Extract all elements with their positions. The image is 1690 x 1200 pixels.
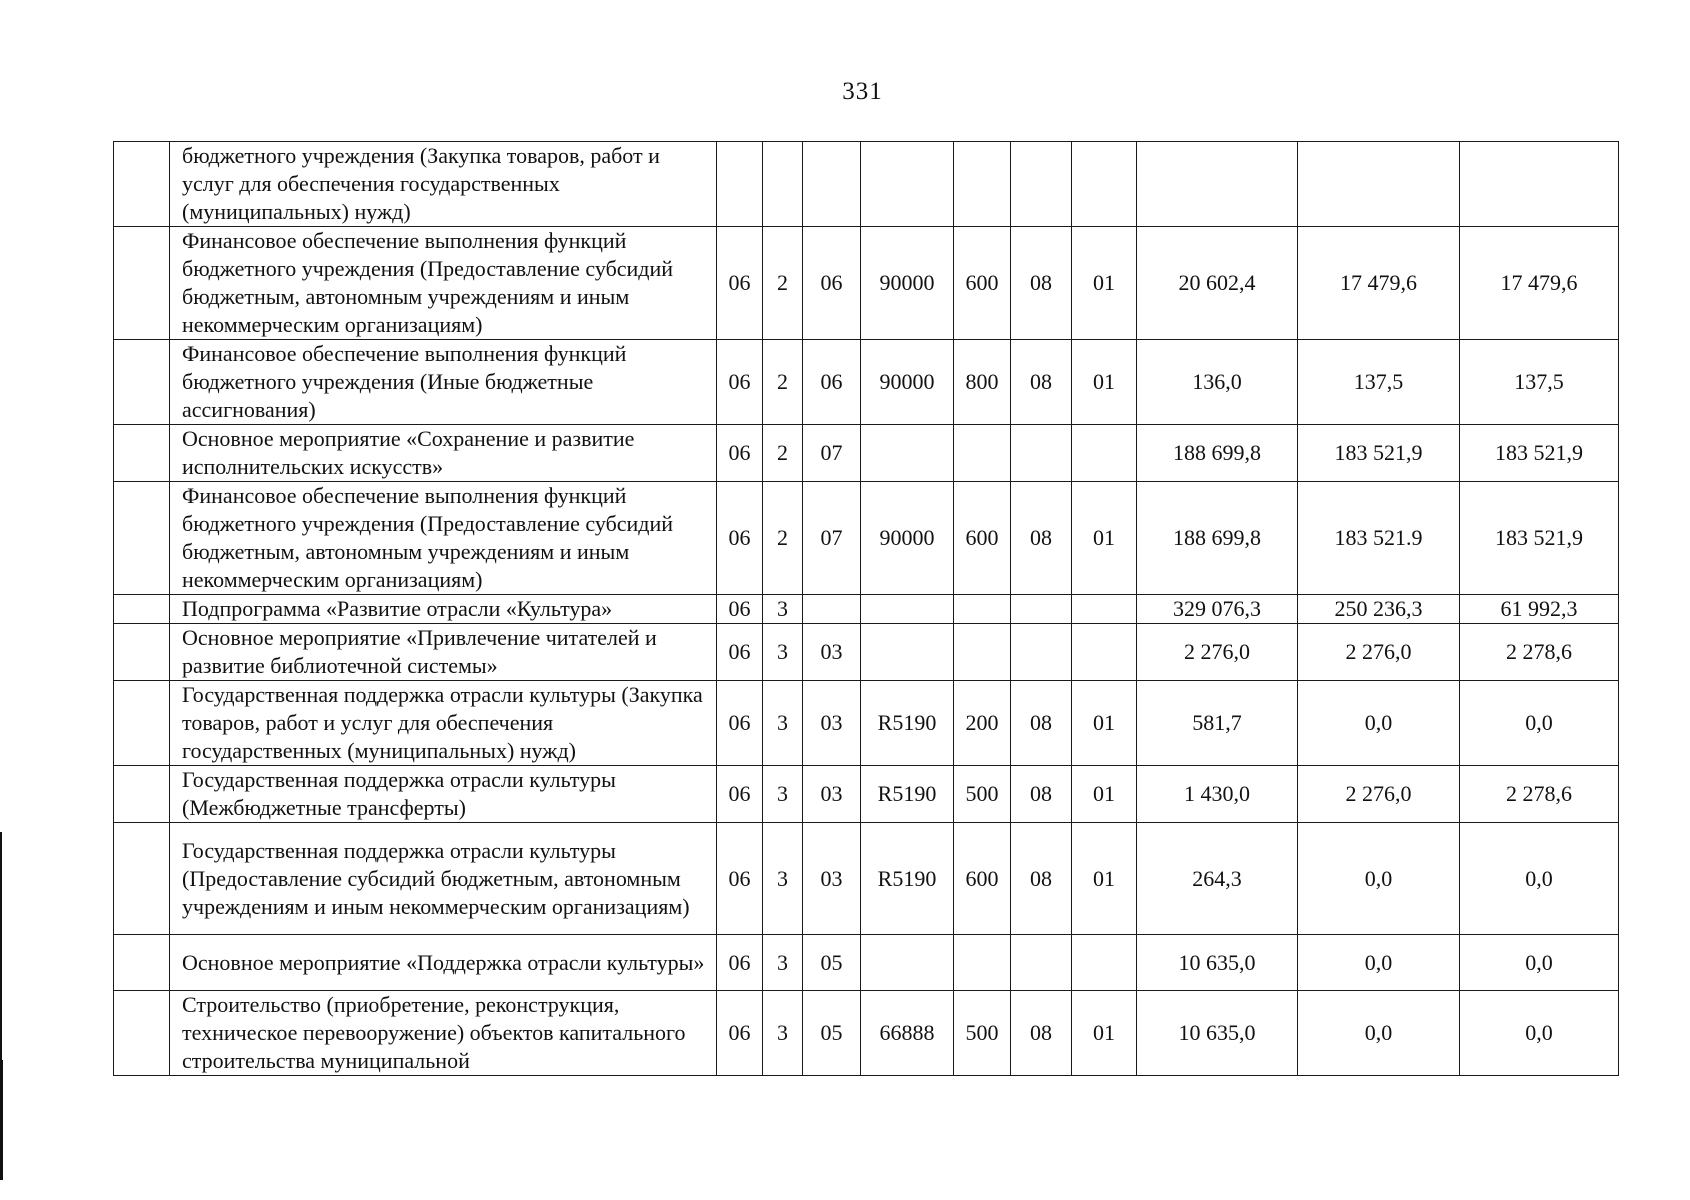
- amount-cell: 183 521,9: [1298, 425, 1460, 482]
- code-cell: 2: [763, 340, 803, 425]
- table-row: [114, 624, 1619, 681]
- row-number-cell: [114, 142, 170, 227]
- code-cell: [861, 935, 954, 991]
- code-cell: [861, 595, 954, 624]
- row-number-cell: [114, 227, 170, 340]
- amount-cell: 188 699,8: [1137, 425, 1298, 482]
- code-cell: [1011, 142, 1072, 227]
- code-cell: [954, 595, 1011, 624]
- code-cell: [954, 142, 1011, 227]
- code-cell: 66888: [861, 991, 954, 1076]
- amount-cell: 2 276,0: [1298, 766, 1460, 823]
- code-cell: 01: [1072, 991, 1137, 1076]
- item-name-cell: Финансовое обеспечение выполнения функций бюджетного учреждения (Предоставление субсидий бюджетным, автономным учреждениям и иным некоммерческим организациям): [170, 482, 717, 595]
- amount-cell: 2 278,6: [1460, 624, 1619, 681]
- code-cell: [861, 142, 954, 227]
- amount-cell: 264,3: [1137, 823, 1298, 935]
- table-row: [114, 142, 1619, 227]
- row-number-cell: [114, 935, 170, 991]
- amount-cell: 250 236,3: [1298, 595, 1460, 624]
- code-cell: [1072, 595, 1137, 624]
- amount-cell: 137,5: [1298, 340, 1460, 425]
- code-cell: 90000: [861, 227, 954, 340]
- code-cell: 08: [1011, 340, 1072, 425]
- code-cell: [1011, 624, 1072, 681]
- amount-cell: 0,0: [1460, 823, 1619, 935]
- amount-cell: [1460, 142, 1619, 227]
- page-number: 331: [842, 78, 883, 105]
- item-name-cell: Основное мероприятие «Сохранение и развитие исполнительских искусств»: [170, 425, 717, 482]
- amount-cell: 10 635,0: [1137, 991, 1298, 1076]
- code-cell: [717, 142, 763, 227]
- amount-cell: 183 521,9: [1460, 425, 1619, 482]
- code-cell: 600: [954, 227, 1011, 340]
- code-cell: 2: [763, 227, 803, 340]
- amount-cell: 2 276,0: [1137, 624, 1298, 681]
- code-cell: 01: [1072, 681, 1137, 766]
- row-number-cell: [114, 766, 170, 823]
- table-row: [114, 595, 1619, 624]
- table-row: [114, 340, 1619, 425]
- item-name-cell: Государственная поддержка отрасли культуры (Предоставление субсидий бюджетным, автономным учреждениям и иным некоммерческим организациям): [170, 823, 717, 935]
- amount-cell: 136,0: [1137, 340, 1298, 425]
- code-cell: 01: [1072, 766, 1137, 823]
- code-cell: 06: [717, 340, 763, 425]
- code-cell: [1011, 935, 1072, 991]
- row-number-cell: [114, 823, 170, 935]
- code-cell: 06: [717, 681, 763, 766]
- row-number-cell: [114, 482, 170, 595]
- code-cell: 06: [717, 935, 763, 991]
- code-cell: 200: [954, 681, 1011, 766]
- amount-cell: 0,0: [1298, 823, 1460, 935]
- table-row: [114, 935, 1619, 991]
- row-number-cell: [114, 681, 170, 766]
- code-cell: 08: [1011, 991, 1072, 1076]
- code-cell: 3: [763, 595, 803, 624]
- code-cell: 08: [1011, 482, 1072, 595]
- amount-cell: 0,0: [1298, 991, 1460, 1076]
- code-cell: [861, 624, 954, 681]
- table-row: [114, 425, 1619, 482]
- code-cell: [1072, 142, 1137, 227]
- code-cell: 08: [1011, 227, 1072, 340]
- code-cell: 3: [763, 991, 803, 1076]
- code-cell: 3: [763, 935, 803, 991]
- amount-cell: 183 521.9: [1298, 482, 1460, 595]
- table-row: [114, 227, 1619, 340]
- code-cell: 3: [763, 766, 803, 823]
- code-cell: 08: [1011, 823, 1072, 935]
- amount-cell: 581,7: [1137, 681, 1298, 766]
- code-cell: 06: [717, 823, 763, 935]
- code-cell: 03: [803, 681, 861, 766]
- code-cell: 05: [803, 935, 861, 991]
- code-cell: 06: [717, 425, 763, 482]
- code-cell: [763, 142, 803, 227]
- table-row: [114, 823, 1619, 935]
- code-cell: 08: [1011, 681, 1072, 766]
- code-cell: 05: [803, 991, 861, 1076]
- code-cell: 01: [1072, 227, 1137, 340]
- code-cell: 06: [717, 482, 763, 595]
- code-cell: 06: [717, 991, 763, 1076]
- table-row: [114, 991, 1619, 1076]
- code-cell: R5190: [861, 766, 954, 823]
- item-name-cell: Финансовое обеспечение выполнения функций бюджетного учреждения (Предоставление субсидий бюджетным, автономным учреждениям и иным некоммерческим организациям): [170, 227, 717, 340]
- item-name-cell: Основное мероприятие «Привлечение читателей и развитие библиотечной системы»: [170, 624, 717, 681]
- code-cell: [803, 595, 861, 624]
- code-cell: 03: [803, 624, 861, 681]
- item-name-cell: Строительство (приобретение, реконструкция, техническое перевооружение) объектов капитального строительства муниципальной: [170, 991, 717, 1076]
- code-cell: [1011, 595, 1072, 624]
- table-row: [114, 482, 1619, 595]
- table-row: [114, 766, 1619, 823]
- code-cell: 2: [763, 425, 803, 482]
- code-cell: 06: [717, 227, 763, 340]
- code-cell: 01: [1072, 823, 1137, 935]
- amount-cell: 61 992,3: [1460, 595, 1619, 624]
- code-cell: 06: [717, 766, 763, 823]
- code-cell: 01: [1072, 482, 1137, 595]
- amount-cell: [1137, 142, 1298, 227]
- amount-cell: 329 076,3: [1137, 595, 1298, 624]
- amount-cell: 0,0: [1460, 935, 1619, 991]
- code-cell: [1072, 624, 1137, 681]
- code-cell: 90000: [861, 482, 954, 595]
- amount-cell: 183 521,9: [1460, 482, 1619, 595]
- amount-cell: 0,0: [1298, 681, 1460, 766]
- code-cell: [1011, 425, 1072, 482]
- item-name-cell: бюджетного учреждения (Закупка товаров, работ и услуг для обеспечения государственных (муниципальных) нужд): [170, 142, 717, 227]
- budget-table: [113, 141, 1619, 1076]
- amount-cell: 10 635,0: [1137, 935, 1298, 991]
- amount-cell: 0,0: [1460, 681, 1619, 766]
- table-row: [114, 681, 1619, 766]
- code-cell: 3: [763, 624, 803, 681]
- amount-cell: 17 479,6: [1298, 227, 1460, 340]
- code-cell: 3: [763, 823, 803, 935]
- code-cell: 07: [803, 482, 861, 595]
- code-cell: 800: [954, 340, 1011, 425]
- code-cell: 2: [763, 482, 803, 595]
- amount-cell: 0,0: [1298, 935, 1460, 991]
- row-number-cell: [114, 595, 170, 624]
- code-cell: R5190: [861, 823, 954, 935]
- code-cell: [1072, 425, 1137, 482]
- code-cell: [954, 425, 1011, 482]
- code-cell: 03: [803, 823, 861, 935]
- row-number-cell: [114, 624, 170, 681]
- item-name-cell: Государственная поддержка отрасли культуры (Межбюджетные трансферты): [170, 766, 717, 823]
- code-cell: 500: [954, 991, 1011, 1076]
- code-cell: 600: [954, 482, 1011, 595]
- item-name-cell: Подпрограмма «Развитие отрасли «Культура»: [170, 595, 717, 624]
- code-cell: 03: [803, 766, 861, 823]
- code-cell: [861, 425, 954, 482]
- item-name-cell: Государственная поддержка отрасли культуры (Закупка товаров, работ и услуг для обеспечения государственных (муниципальных) нужд): [170, 681, 717, 766]
- code-cell: 06: [803, 227, 861, 340]
- row-number-cell: [114, 340, 170, 425]
- item-name-cell: Основное мероприятие «Поддержка отрасли культуры»: [170, 935, 717, 991]
- code-cell: [1072, 935, 1137, 991]
- amount-cell: 2 276,0: [1298, 624, 1460, 681]
- amount-cell: 0,0: [1460, 991, 1619, 1076]
- row-number-cell: [114, 991, 170, 1076]
- code-cell: [954, 935, 1011, 991]
- amount-cell: [1298, 142, 1460, 227]
- code-cell: [954, 624, 1011, 681]
- amount-cell: 1 430,0: [1137, 766, 1298, 823]
- code-cell: 06: [717, 595, 763, 624]
- row-number-cell: [114, 425, 170, 482]
- item-name-cell: Финансовое обеспечение выполнения функций бюджетного учреждения (Иные бюджетные ассигнования): [170, 340, 717, 425]
- code-cell: [803, 142, 861, 227]
- amount-cell: 20 602,4: [1137, 227, 1298, 340]
- code-cell: 90000: [861, 340, 954, 425]
- code-cell: 07: [803, 425, 861, 482]
- amount-cell: 2 278,6: [1460, 766, 1619, 823]
- code-cell: 06: [717, 624, 763, 681]
- code-cell: 01: [1072, 340, 1137, 425]
- scan-edge-line: [0, 1060, 3, 1180]
- amount-cell: 137,5: [1460, 340, 1619, 425]
- amount-cell: 17 479,6: [1460, 227, 1619, 340]
- code-cell: 500: [954, 766, 1011, 823]
- code-cell: 3: [763, 681, 803, 766]
- amount-cell: 188 699,8: [1137, 482, 1298, 595]
- code-cell: 08: [1011, 766, 1072, 823]
- code-cell: 600: [954, 823, 1011, 935]
- code-cell: R5190: [861, 681, 954, 766]
- code-cell: 06: [803, 340, 861, 425]
